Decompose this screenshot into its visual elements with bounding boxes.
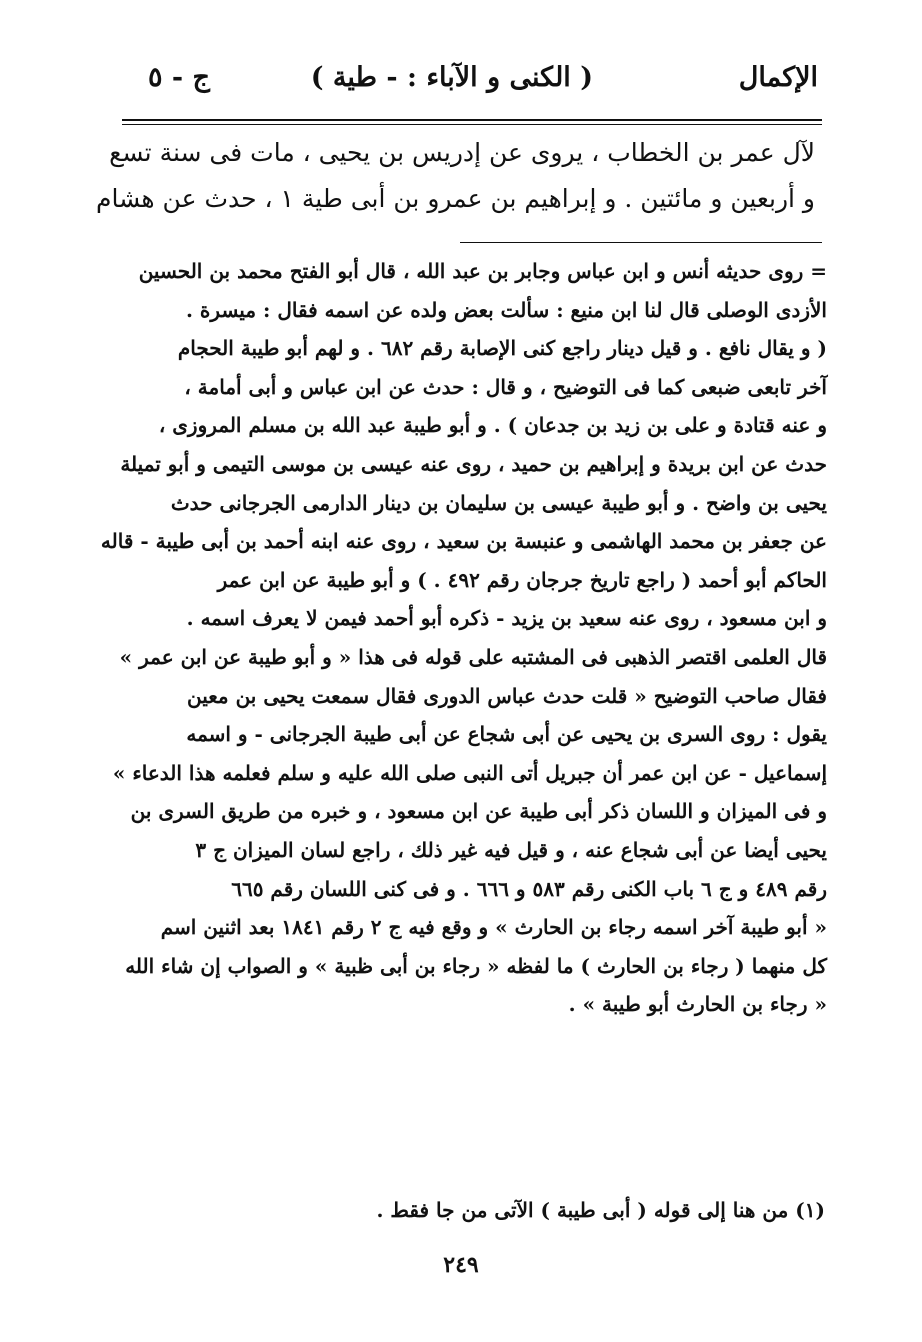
- note-line: إسماعيل - عن ابن عمر أن جبريل أتى النبى صلى الله عليه و سلم فعلمه هذا الدعاء »: [112, 760, 827, 785]
- note-line: الحاكم أبو أحمد ( راجع تاريخ جرجان رقم ٤٩٢ . ) و أبو طيبة عن ابن عمر: [217, 567, 827, 592]
- main-line: و أربعين و مائتين . و إبراهيم بن عمرو بن أبى طية ١ ، حدث عن هشام: [96, 184, 815, 213]
- note-line: آخر تابعى ضبعى كما فى التوضيح ، و قال : حدث عن ابن عباس و أبى أمامة ،: [184, 374, 827, 399]
- header-rule-top: [122, 119, 822, 121]
- page-number: ٢٤٩: [443, 1252, 479, 1278]
- header-rule-bottom: [122, 124, 822, 125]
- note-line: قال العلمى اقتصر الذهبى فى المشتبه على قوله فى هذا « و أبو طيبة عن ابن عمر »: [119, 644, 827, 669]
- running-header: [128, 52, 818, 112]
- main-text: [96, 130, 815, 222]
- section-title: ( الكنى و الآباء : - طية ): [310, 62, 593, 93]
- note-line: حدث عن ابن بريدة و إبراهيم بن حميد ، روى عنه عيسى بن موسى التيمى و أبو تميلة: [120, 451, 827, 476]
- note-line: يحيى بن واضح . و أبو طيبة عيسى بن سليمان بن دينار الدارمى الجرجانى حدث: [170, 490, 827, 515]
- book-title: الإكمال: [738, 62, 818, 93]
- note-line: عن جعفر بن محمد الهاشمى و عنبسة بن سعيد ، روى عنه ابنه أحمد بن أبى طيبة - قاله: [100, 529, 827, 554]
- footnote: (١) من هنا إلى قوله ( أبى طيبة ) الآتى من جا فقط .: [376, 1198, 825, 1222]
- note-line: رقم ٤٨٩ و ج ٦ باب الكنى رقم ٥٨٣ و ٦٦٦ . و فى كنى اللسان رقم ٦٦٥: [231, 876, 827, 901]
- note-line: « رجاء بن الحارث أبو طيبة » .: [568, 992, 827, 1017]
- note-line: يقول : روى السرى بن يحيى عن أبى شجاع عن أبى طيبة الجرجانى - و اسمه: [186, 722, 827, 747]
- note-line: الأزدى الوصلى قال لنا ابن منيع : سألت بعض ولده عن اسمه فقال : ميسرة .: [186, 297, 827, 322]
- note-line: = روى حديثه أنس و ابن عباس وجابر بن عبد الله ، قال أبو الفتح محمد بن الحسين: [138, 259, 827, 283]
- note-line: يحيى أيضا عن أبى شجاع عنه ، و قيل فيه غير ذلك ، راجع لسان الميزان ج ٣: [195, 837, 827, 862]
- editor-notes: [100, 252, 827, 1024]
- note-line: و فى الميزان و اللسان ذكر أبى طيبة عن ابن مسعود ، و خبره من طريق السرى بن: [130, 799, 827, 824]
- note-line: ( و يقال نافع . و قيل دينار راجع كنى الإصابة رقم ٦٨٢ . و لهم أبو طيبة الحجام: [177, 336, 827, 361]
- note-line: « أبو طيبة آخر اسمه رجاء بن الحارث » و وقع فيه ج ٢ رقم ١٨٤١ بعد اثنين اسم: [160, 915, 827, 940]
- note-line: و ابن مسعود ، روى عنه سعيد بن يزيد - ذكره أبو أحمد فيمن لا يعرف اسمه .: [186, 606, 827, 631]
- main-line: لآل عمر بن الخطاب ، يروى عن إدريس بن يحيى ، مات فى سنة تسع: [109, 138, 815, 167]
- notes-separator: [460, 242, 822, 243]
- note-line: فقال صاحب التوضيح « قلت حدث عباس الدورى فقال سمعت يحيى بن معين: [187, 683, 827, 708]
- note-line: كل منهما ( رجاء بن الحارث ) ما لفظه « رجاء بن أبى ظبية » و الصواب إن شاء الله: [125, 953, 827, 978]
- volume-label: ج - ٥: [148, 62, 210, 93]
- note-line: و عنه قتادة و على بن زيد بن جدعان ) . و أبو طيبة عبد الله بن مسلم المروزى ،: [158, 413, 827, 438]
